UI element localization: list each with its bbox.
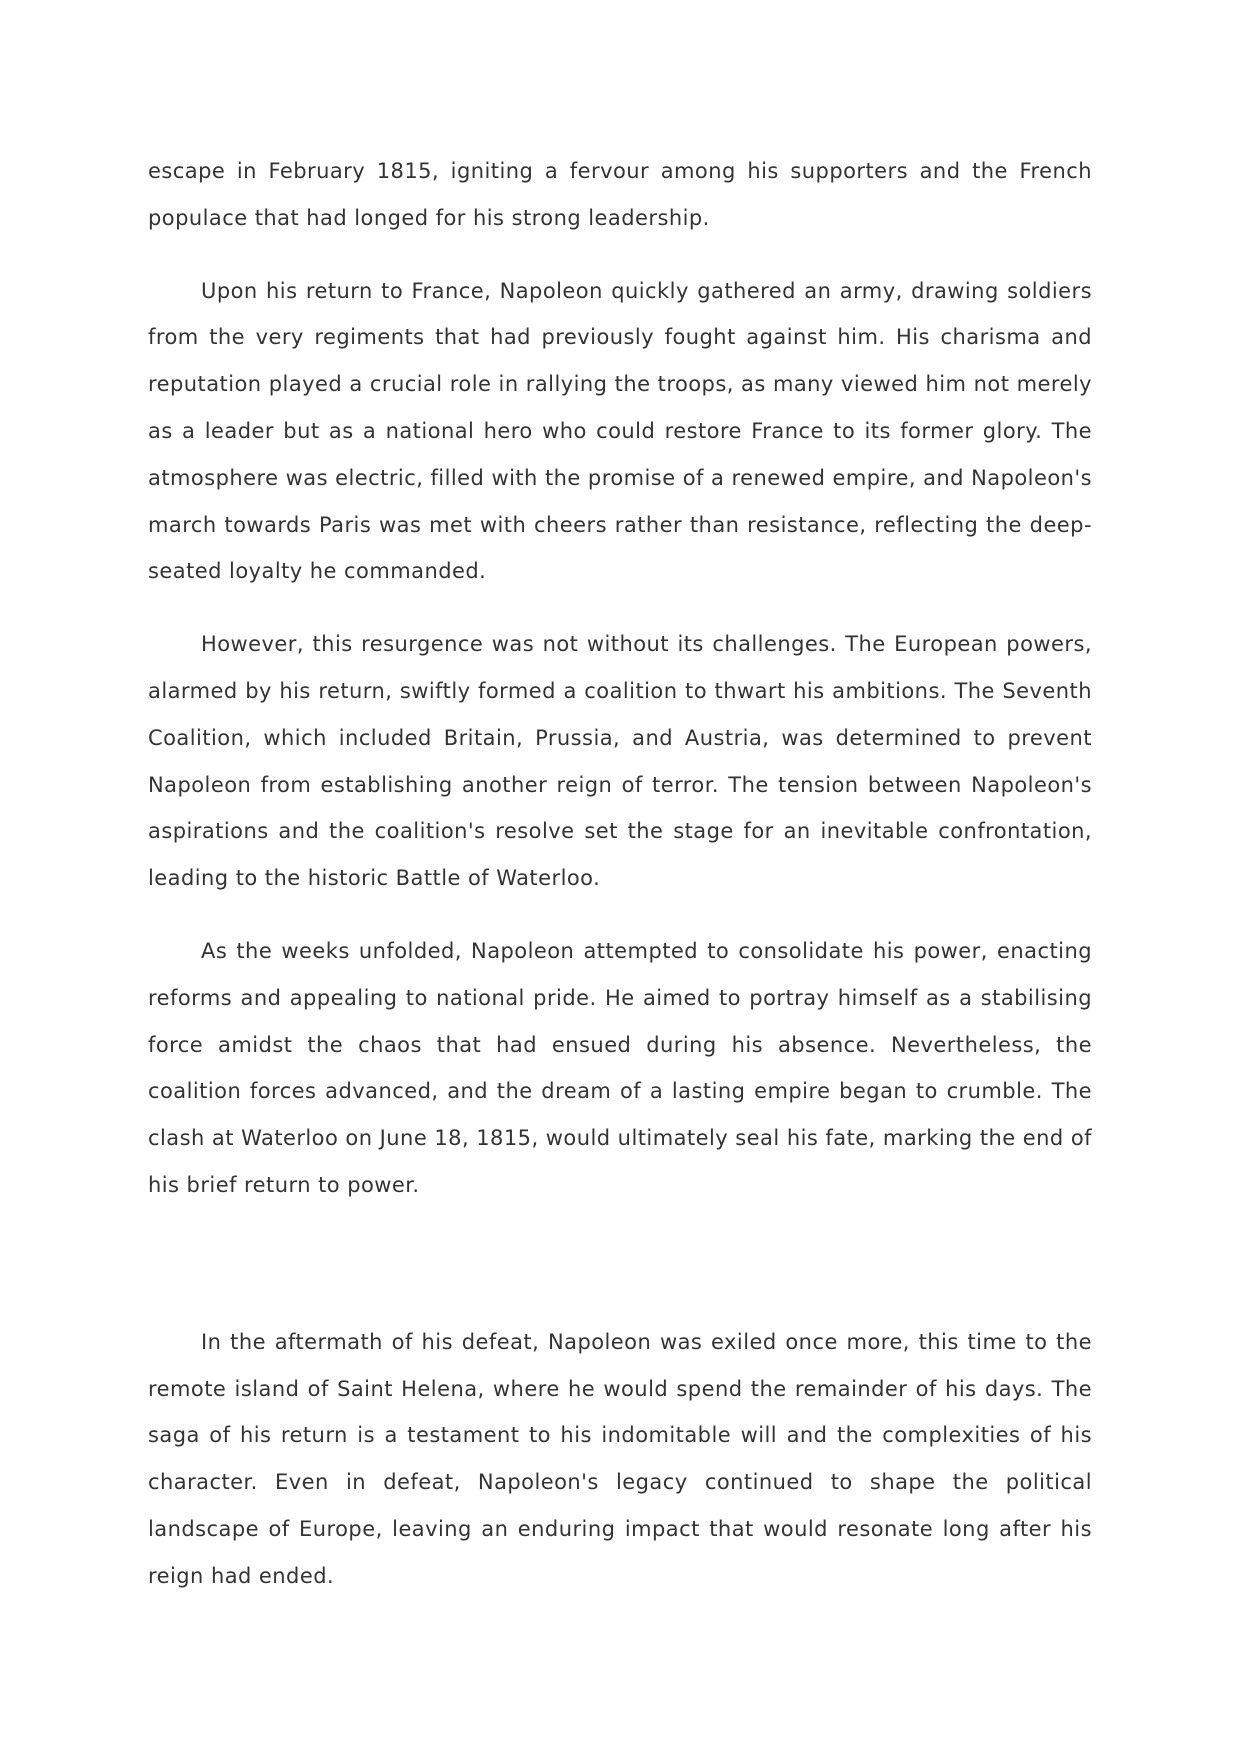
- body-text: [148, 148, 1092, 1626]
- paragraph-waterloo: As the weeks unfolded, Napoleon attempted to consolidate his power, enacting reforms and appealing to national pride. He aimed to portray himself as a stabilising force amidst the chaos that had ensued during his absence. Nevertheless, the coalition forces advanced, and the dream of a lasting empire began to crumble. The clash at Waterloo on June 18, 1815, would ultimately seal his fate, marking the end of his brief return to power.: [148, 938, 1092, 1197]
- paragraph-return-to-france: Upon his return to France, Napoleon quickly gathered an army, drawing soldiers from the very regiments that had previously fought against him. His charisma and reputation played a crucial role in rallying the troops, as many viewed him not merely as a leader but as a national hero who could restore France to its former glory. The atmosphere was electric, filled with the promise of a renewed empire, and Napoleon's march towards Paris was met with cheers rather than resistance, reflecting the deep-seated loyalty he commanded.: [148, 278, 1092, 584]
- paragraph-continuation: escape in February 1815, igniting a fervour among his supporters and the French populace that had longed for his strong leadership.: [148, 159, 1092, 230]
- paragraph-aftermath: In the aftermath of his defeat, Napoleon was exiled once more, this time to the remote island of Saint Helena, where he would spend the remainder of his days. The saga of his return is a testament to his indomitable will and the complexities of his character. Even in defeat, Napoleon's legacy continued to shape the political landscape of Europe, leaving an enduring impact that would resonate long after his reign had ended.: [148, 1329, 1092, 1588]
- paragraph-coalition: However, this resurgence was not without its challenges. The European powers, alarmed by his return, swiftly formed a coalition to thwart his ambitions. The Seventh Coalition, which included Britain, Prussia, and Austria, was determined to prevent Napoleon from establishing another reign of terror. The tension between Napoleon's aspirations and the coalition's resolve set the stage for an inevitable confrontation, leading to the historic Battle of Waterloo.: [148, 632, 1092, 891]
